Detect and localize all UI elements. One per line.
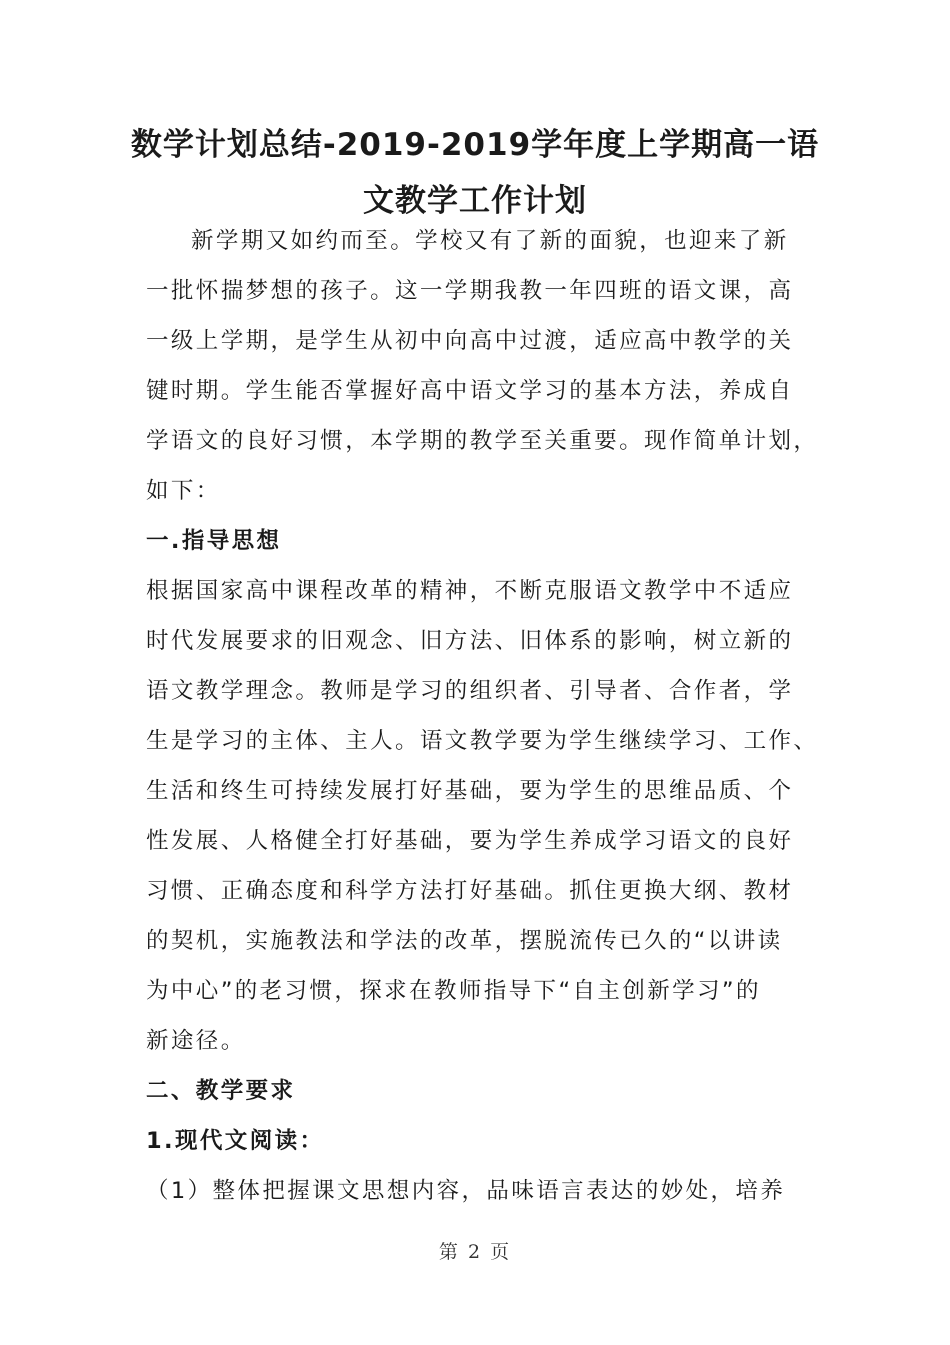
title-line-1: 数学计划总结-2019-2019学年度上学期高一语	[130, 127, 820, 163]
title-line-2: 文教学工作计划	[363, 183, 587, 219]
paragraph-line: 习惯、正确态度和科学方法打好基础。抓住更换大纲、教材	[146, 878, 794, 904]
section-heading-guiding-ideology: 一.指导思想	[146, 528, 282, 554]
paragraph-line: 如下：	[146, 478, 221, 504]
paragraph-line: 一级上学期，是学生从初中向高中过渡，适应高中教学的关	[146, 328, 794, 354]
document-title	[130, 117, 820, 229]
paragraph-line: 性发展、人格健全打好基础，要为学生养成学习语文的良好	[146, 828, 794, 854]
section-heading-teaching-requirements: 二、教学要求	[146, 1078, 296, 1104]
paragraph-line: 新学期又如约而至。学校又有了新的面貌，也迎来了新	[191, 228, 789, 254]
list-item-line: （1）整体把握课文思想内容，品味语言表达的妙处，培养	[146, 1178, 786, 1204]
paragraph-line: 为中心”的老习惯，探求在教师指导下“自主创新学习”的	[146, 978, 761, 1004]
paragraph-line: 根据国家高中课程改革的精神，不断克服语文教学中不适应	[146, 578, 794, 604]
paragraph-line: 生活和终生可持续发展打好基础，要为学生的思维品质、个	[146, 778, 794, 804]
paragraph-line: 新途径。	[146, 1028, 246, 1054]
paragraph-line: 学语文的良好习惯，本学期的教学至关重要。现作简单计划，	[146, 428, 819, 454]
paragraph-line: 一批怀揣梦想的孩子。这一学期我教一年四班的语文课，高	[146, 278, 794, 304]
paragraph-line: 的契机，实施教法和学法的改革，摆脱流传已久的“以讲读	[146, 928, 783, 954]
page-number: 第 2 页	[438, 1241, 512, 1263]
paragraph-line: 键时期。学生能否掌握好高中语文学习的基本方法，养成自	[146, 378, 794, 404]
subsection-heading-modern-reading: 1.现代文阅读：	[146, 1128, 325, 1154]
paragraph-line: 生是学习的主体、主人。语文教学要为学生继续学习、工作、	[146, 728, 819, 754]
document-body	[146, 216, 819, 1216]
paragraph-line: 时代发展要求的旧观念、旧方法、旧体系的影响，树立新的	[146, 628, 794, 654]
paragraph-line: 语文教学理念。教师是学习的组织者、引导者、合作者，学	[146, 678, 794, 704]
